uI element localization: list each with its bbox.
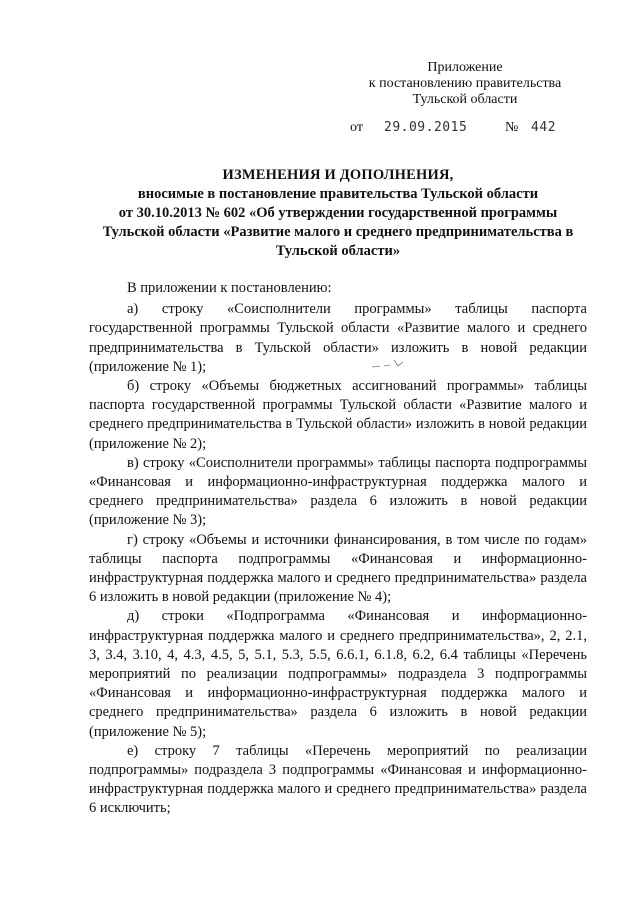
intro-paragraph: В приложении к постановлению: xyxy=(127,280,332,296)
title-line-5: Тульской области» xyxy=(275,243,401,259)
appendix-line-3: Тульской области xyxy=(412,92,518,107)
item-a: а) строку «Соисполнители программы» таблицы паспорта государственной программы Тульской области «Развитие малого и среднего предпринимательства в Тульской области» изложить в новой редакции (приложение № 1); xyxy=(89,301,587,375)
item-d: д) строки «Подпрограмма «Финансовая и информационно-инфраструктурная поддержка малого и среднего предпринимательства», 2, 2.1, 3, 3.4, 3.10, 4, 4.3, 4.5, 5, 5.1, 5.3, 5.5, 6.6.1, 6.1.8, 6.2, 6.4 таблицы «Перечень мероприятий по реализации подпрограммы» подраздела 3 подпрограммы «Финансовая и информационно-инфраструктурная поддержка малого и среднего предпринимательства» раздела 6 изложить в новой редакции (приложение № 5); xyxy=(89,608,587,740)
appendix-line-2: к постановлению правительства xyxy=(368,76,562,91)
document-body xyxy=(89,279,587,819)
title-line-1: ИЗМЕНЕНИЯ И ДОПОЛНЕНИЯ, xyxy=(222,167,454,183)
item-g: г) строку «Объемы и источники финансирования, в том числе по годам» таблицы паспорта подпрограммы «Финансовая и информационно-инфраструктурная поддержка малого и среднего предпринимательства» раздела 6 изложить в новой редакции (приложение № 4); xyxy=(89,531,587,606)
document-title xyxy=(88,166,588,261)
appendix-header xyxy=(360,60,570,108)
item-e: е) строку 7 таблицы «Перечень мероприятий по реализации подпрограммы» подраздела 3 подпрограммы «Финансовая и информационно-инфраструктурная поддержка малого и среднего предпринимательства» раздела 6 исключить; xyxy=(89,742,587,817)
item-b: б) строку «Объемы бюджетных ассигнований программы» таблицы паспорта государственной программы Тульской области «Развитие малого и среднего предпринимательства в Тульской области» изложить в новой редакции (приложение № 2); xyxy=(89,378,587,452)
appendix-line-1: Приложение xyxy=(427,60,503,75)
title-line-2: вносимые в постановление правительства Тульской области xyxy=(137,186,539,202)
item-v: в) строку «Соисполнители программы» таблицы паспорта подпрограммы «Финансовая и информационно-инфраструктурная поддержка малого и среднего предпринимательства» раздела 6 изложить в новой редакции (приложение № 3); xyxy=(89,454,587,529)
title-line-3: от 30.10.2013 № 602 «Об утверждении государственной программы xyxy=(118,205,558,221)
stamp-number-label: № xyxy=(505,120,519,135)
stamp-number: 442 xyxy=(531,120,556,135)
stamp-ot-label: от xyxy=(350,120,363,135)
stamp-date: 29.09.2015 xyxy=(384,120,468,135)
title-line-4: Тульской области «Развитие малого и среднего предпринимательства в xyxy=(102,224,574,240)
